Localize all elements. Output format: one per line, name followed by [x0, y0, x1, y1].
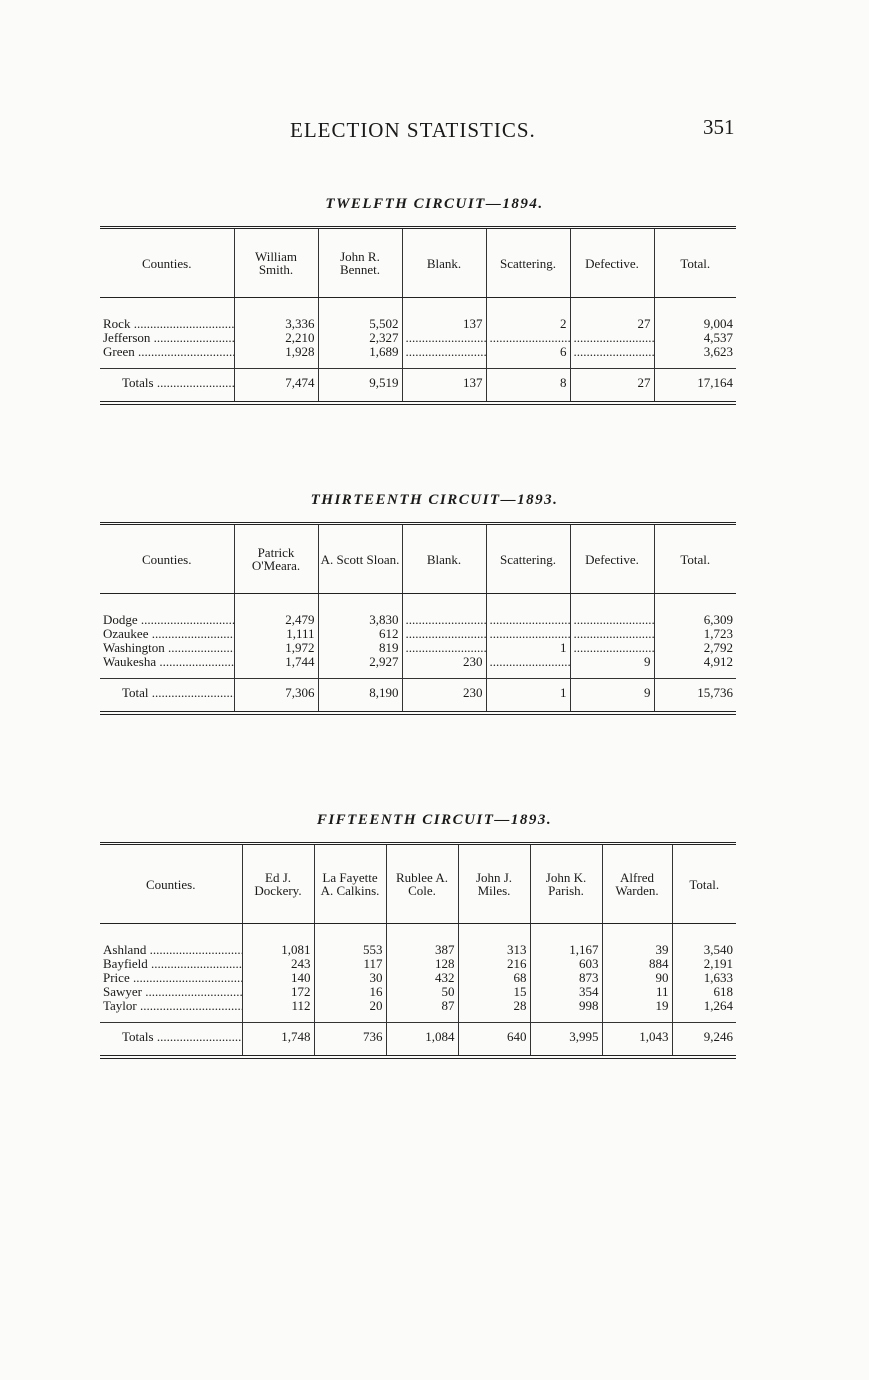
col-header: Ed J. Dockery. — [242, 844, 314, 924]
county-name: Jefferson ..... — [103, 331, 234, 345]
cell: 819 — [318, 641, 402, 655]
col-header: Total. — [654, 524, 736, 594]
cell: 3,995 — [530, 1023, 602, 1058]
county-name: Bayfield ..... — [103, 957, 242, 971]
cell: 28 — [458, 999, 530, 1023]
cell: 354 — [530, 985, 602, 999]
cell: 216 — [458, 957, 530, 971]
cell — [570, 641, 654, 655]
col-header: John K. Parish. — [530, 844, 602, 924]
totals-label: Total ..... — [122, 685, 234, 700]
cell: 2,479 — [234, 594, 318, 628]
page-number: 351 — [703, 115, 735, 139]
cell: 137 — [402, 369, 486, 404]
col-header: Total. — [654, 228, 736, 298]
cell: 1,689 — [318, 345, 402, 369]
fifteenth-circuit-title: FIFTEENTH CIRCUIT—1893. — [316, 812, 553, 828]
cell: 432 — [386, 971, 458, 985]
cell: 618 — [672, 985, 736, 999]
county-name: Taylor ..... — [103, 999, 242, 1013]
cell — [402, 345, 486, 369]
cell: 7,306 — [234, 679, 318, 714]
totals-row — [100, 679, 736, 714]
cell: 1,928 — [234, 345, 318, 369]
cell: 3,830 — [318, 594, 402, 628]
cell: 30 — [314, 971, 386, 985]
cell: 4,537 — [654, 331, 736, 345]
table-row — [100, 985, 736, 999]
cell: 172 — [242, 985, 314, 999]
cell: 2,210 — [234, 331, 318, 345]
cell: 873 — [530, 971, 602, 985]
col-header: John J. Miles. — [458, 844, 530, 924]
cell — [402, 641, 486, 655]
cell: 3,540 — [672, 924, 736, 958]
cell: 1,043 — [602, 1023, 672, 1058]
county-name: Price ..... — [103, 971, 242, 985]
header-row — [100, 524, 736, 594]
cell: 998 — [530, 999, 602, 1023]
county-name: Rock ..... — [103, 316, 234, 331]
twelfth-circuit-table — [100, 226, 736, 405]
cell: 7,474 — [234, 369, 318, 404]
cell: 6,309 — [654, 594, 736, 628]
cell: 313 — [458, 924, 530, 958]
cell: 11 — [602, 985, 672, 999]
table-row — [100, 594, 736, 628]
running-head — [0, 115, 869, 148]
header-row — [100, 228, 736, 298]
cell: 736 — [314, 1023, 386, 1058]
col-header: Alfred Warden. — [602, 844, 672, 924]
cell: 9,004 — [654, 298, 736, 332]
cell: 17,164 — [654, 369, 736, 404]
cell: 230 — [402, 679, 486, 714]
totals-row — [100, 369, 736, 404]
cell: 9 — [570, 679, 654, 714]
county-name: Ozaukee ..... — [103, 627, 234, 641]
cell: 1 — [486, 679, 570, 714]
county-name: Waukesha ..... — [103, 655, 234, 669]
table-row — [100, 655, 736, 679]
col-header: William Smith. — [234, 228, 318, 298]
cell: 27 — [570, 298, 654, 332]
cell: 1,081 — [242, 924, 314, 958]
totals-label: Totals ..... — [122, 1029, 242, 1044]
cell — [486, 594, 570, 628]
cell: 15,736 — [654, 679, 736, 714]
table-row — [100, 298, 736, 332]
cell — [486, 655, 570, 679]
cell: 2,191 — [672, 957, 736, 971]
cell: 640 — [458, 1023, 530, 1058]
cell: 20 — [314, 999, 386, 1023]
cell: 1,167 — [530, 924, 602, 958]
table-row — [100, 627, 736, 641]
cell: 1,084 — [386, 1023, 458, 1058]
thirteenth-circuit-title: THIRTEENTH CIRCUIT—1893. — [310, 492, 559, 508]
col-header: John R. Bennet. — [318, 228, 402, 298]
col-header: Blank. — [402, 228, 486, 298]
cell — [486, 331, 570, 345]
cell — [402, 627, 486, 641]
cell: 8 — [486, 369, 570, 404]
cell: 137 — [402, 298, 486, 332]
cell: 1,744 — [234, 655, 318, 679]
cell: 39 — [602, 924, 672, 958]
table-row — [100, 957, 736, 971]
table-row — [100, 345, 736, 369]
cell — [570, 627, 654, 641]
table-row — [100, 924, 736, 958]
fifteenth-circuit-table — [100, 842, 736, 1059]
cell: 6 — [486, 345, 570, 369]
cell: 1,723 — [654, 627, 736, 641]
header-row — [100, 844, 736, 924]
county-name: Dodge ..... — [103, 612, 234, 627]
col-header: La Fayette A. Calkins. — [314, 844, 386, 924]
col-header: Patrick O'Meara. — [234, 524, 318, 594]
table-row — [100, 641, 736, 655]
cell — [402, 594, 486, 628]
thirteenth-circuit-table — [100, 522, 736, 715]
cell: 27 — [570, 369, 654, 404]
cell: 2 — [486, 298, 570, 332]
cell: 3,336 — [234, 298, 318, 332]
totals-row — [100, 1023, 736, 1058]
cell: 1,633 — [672, 971, 736, 985]
cell: 3,623 — [654, 345, 736, 369]
county-name: Green ..... — [103, 345, 234, 359]
cell: 9 — [570, 655, 654, 679]
cell: 1,972 — [234, 641, 318, 655]
col-header: Scattering. — [486, 524, 570, 594]
table-row — [100, 971, 736, 985]
cell: 8,190 — [318, 679, 402, 714]
cell: 15 — [458, 985, 530, 999]
county-name: Ashland ..... — [103, 942, 242, 957]
col-header: Counties. — [100, 228, 234, 298]
cell: 553 — [314, 924, 386, 958]
cell: 2,792 — [654, 641, 736, 655]
cell: 603 — [530, 957, 602, 971]
cell: 117 — [314, 957, 386, 971]
col-header: Scattering. — [486, 228, 570, 298]
cell: 1,748 — [242, 1023, 314, 1058]
cell: 243 — [242, 957, 314, 971]
cell: 4,912 — [654, 655, 736, 679]
col-header: Defective. — [570, 524, 654, 594]
table-row — [100, 999, 736, 1023]
table-row — [100, 331, 736, 345]
cell: 68 — [458, 971, 530, 985]
cell: 5,502 — [318, 298, 402, 332]
cell: 9,246 — [672, 1023, 736, 1058]
cell: 387 — [386, 924, 458, 958]
cell — [570, 594, 654, 628]
cell: 2,927 — [318, 655, 402, 679]
cell: 884 — [602, 957, 672, 971]
cell: 1,264 — [672, 999, 736, 1023]
col-header: Counties. — [100, 524, 234, 594]
totals-label: Totals ..... — [122, 375, 234, 390]
twelfth-circuit-title: TWELFTH CIRCUIT—1894. — [325, 196, 544, 212]
cell: 1 — [486, 641, 570, 655]
cell: 90 — [602, 971, 672, 985]
cell: 19 — [602, 999, 672, 1023]
col-header: A. Scott Sloan. — [318, 524, 402, 594]
cell: 612 — [318, 627, 402, 641]
county-name: Washington ..... — [103, 641, 234, 655]
page-title: ELECTION STATISTICS. — [290, 118, 536, 142]
cell: 140 — [242, 971, 314, 985]
cell — [402, 331, 486, 345]
col-header: Blank. — [402, 524, 486, 594]
cell — [486, 627, 570, 641]
cell: 16 — [314, 985, 386, 999]
cell — [570, 331, 654, 345]
col-header: Defective. — [570, 228, 654, 298]
cell: 1,111 — [234, 627, 318, 641]
cell: 128 — [386, 957, 458, 971]
cell: 230 — [402, 655, 486, 679]
cell: 112 — [242, 999, 314, 1023]
county-name: Sawyer ..... — [103, 985, 242, 999]
col-header: Rublee A. Cole. — [386, 844, 458, 924]
cell: 50 — [386, 985, 458, 999]
cell — [570, 345, 654, 369]
cell: 87 — [386, 999, 458, 1023]
col-header: Counties. — [100, 844, 242, 924]
cell: 9,519 — [318, 369, 402, 404]
cell: 2,327 — [318, 331, 402, 345]
col-header: Total. — [672, 844, 736, 924]
